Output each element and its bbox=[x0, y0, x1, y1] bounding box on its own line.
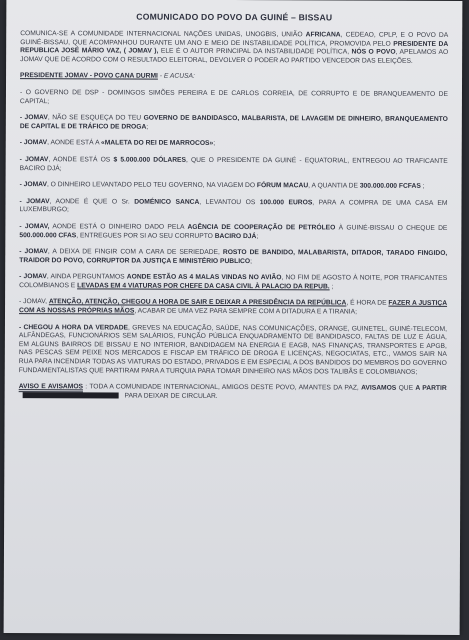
p7-text-3: , ENTREGUES POR SI AO SEU CORRUPTO bbox=[76, 231, 215, 240]
document-body bbox=[19, 11, 449, 410]
p7-bold-2: AGÊNCIA DE COOPERAÇÃO DE PETRÓLEO bbox=[187, 223, 336, 232]
p8-bold-1: - JOMAV bbox=[19, 248, 48, 256]
redaction-bar bbox=[23, 392, 119, 398]
p6-text-2: , LEVANTOU OS bbox=[199, 198, 260, 206]
p6-text-1: , AONDE É QUE O Sr. bbox=[49, 197, 135, 206]
paragraph-6 bbox=[19, 198, 447, 217]
paragraph-2 bbox=[20, 114, 448, 133]
paragraph-5 bbox=[20, 181, 448, 191]
p7-bold-3: 500.000.000 CFAS bbox=[19, 231, 77, 239]
footer-text-2: QUE bbox=[396, 384, 416, 393]
intro-bold-1: AFRICANA bbox=[305, 31, 341, 39]
intro-bold-2: PRESIDENTE DA REPUBLICA JOSÉ MÁRIO VAZ, ( JOMAV ), bbox=[20, 40, 449, 55]
p9-bold-3: LEVADAS EM 4 VIATURAS POR CHEFE DA CASA CIVIL À PALACIO DA REPUB. bbox=[77, 282, 330, 291]
p4-text-2: , QUE O PRESIDENTE DA GUINÉ - EQUATORIAL, ENTREGOU AO TRAFICANTE BACIRO DJÁ; bbox=[19, 156, 448, 172]
p8-text-1: , A DEIXA DE FINGIR COM A CARA DE SERIEDADE, bbox=[47, 248, 223, 257]
p9-text-2: , NO FIM DE AGOSTO À NOITE, POR TRAFICANTES COLOMBIANOS E bbox=[19, 274, 448, 290]
p10-bold-2: FAZER A JUSTIÇA COM AS NOSSAS PRÓPRIAS MÃOS bbox=[19, 300, 448, 315]
p5-bold-2: FÓRUM MACAU bbox=[256, 182, 309, 190]
accusation-heading-text: - E ACUSA: bbox=[157, 73, 195, 81]
paragraph-9 bbox=[19, 273, 447, 292]
paragraph-3 bbox=[20, 139, 448, 149]
p9-bold-2: AONDE ESTÃO AS 4 MALAS VINDAS NO AVIÃO bbox=[126, 273, 282, 282]
footer-warning bbox=[19, 383, 447, 402]
p2-text-2: ; bbox=[146, 123, 149, 131]
p6-bold-3: 100.000 EUROS bbox=[259, 198, 313, 207]
p5-text-2: , A QUANTIA DE bbox=[308, 182, 360, 190]
footer-text-1: : TODA A COMUNIDADE INTERNACIONAL, AMIGOS DESTE POVO, AMANTES DA PAZ, bbox=[82, 383, 362, 392]
footer-text-3: PARA DEIXAR DE CIRCULAR. bbox=[122, 392, 218, 400]
p7-bold-4: BACIRO DJÁ bbox=[214, 232, 257, 240]
p5-text-3: ; bbox=[420, 182, 425, 190]
intro-bold-3: NÓS O POVO bbox=[351, 48, 396, 56]
p4-bold-1: - JOMAV bbox=[19, 156, 49, 164]
p10-text-1: - JOMAV, bbox=[19, 298, 49, 306]
p5-text-1: , O DINHEIRO LEVANTADO PELO TEU GOVERNO, NA VIAGEM DO bbox=[46, 181, 257, 190]
accusation-heading-bold: PRESIDENTE JOMAV - POVO CANA DURMI bbox=[20, 72, 158, 81]
p9-bold-1: - JOMAV bbox=[19, 273, 47, 281]
p9-text-3: ; bbox=[329, 283, 334, 291]
intro-text-3: ELE É O AUTOR PRINCIPAL DA INSTABILIDADE POLÍTICA, bbox=[158, 47, 352, 56]
intro-paragraph bbox=[20, 30, 448, 66]
p10-text-3: , ACABAR DE UMA VEZ PARA SEMPRE COM A DITADURA E A TIRANIA; bbox=[134, 307, 357, 316]
footer-bold-1: AVISO E AVISAMOS bbox=[18, 383, 84, 391]
p8-bold-2: ROSTO DE BANDIDO, MALABARISTA, DITADOR, TARADO FINGIDO, TRAIDOR DO POVO, CORRUPTOR DA JUSTIÇA E MINISTÉRIO PUBLICO bbox=[19, 249, 448, 265]
document-title: COMUNICADO DO POVO DA GUINÉ – BISSAU bbox=[136, 11, 333, 23]
p5-bold-3: 300.000.000 FCFAS bbox=[359, 182, 421, 190]
paragraph-8 bbox=[19, 248, 447, 267]
p6-text-3: , PARA A COMPRA DE UMA CASA EM LUXEMBURGO; bbox=[19, 199, 448, 214]
p10-text-2: , É HORA DE bbox=[346, 299, 389, 308]
p7-bold-1: - JOMAV, bbox=[19, 222, 50, 231]
p3-text-1: , AONDE ESTÁ A bbox=[47, 139, 102, 147]
p2-text-1: , NÃO SE ESQUEÇA DO TEU bbox=[47, 114, 144, 122]
p6-bold-2: DOMÉNICO SANCA bbox=[134, 198, 200, 206]
intro-text-1: COMUNICA-SE A COMUNIDADE INTERNACIONAL NAÇÕES UNIDAS, UNOGBIS, UNIÃO bbox=[20, 30, 306, 39]
paragraph-1: - O GOVERNO DE DSP - DOMINGOS SIMÕES PEREIRA E DE CARLOS CORREIA, DE CORRUPTO E DE BRANQUEAMENTO DE CAPITAL; bbox=[19, 89, 448, 105]
p7-text-1: AONDE ESTÁ O DINHEIRO DADO PELA bbox=[49, 223, 188, 231]
p4-text-1: , AONDE ESTÁ OS bbox=[48, 156, 114, 164]
paragraph-10 bbox=[19, 299, 447, 318]
p11-bold-1: - CHEGOU A HORA DA VERDADE bbox=[18, 323, 129, 332]
p3-bold-2: «MALETA DO REI DE MARROCOS» bbox=[101, 139, 214, 148]
p9-text-1: , AINDA PERGUNTAMOS bbox=[46, 273, 127, 281]
paragraph-7 bbox=[19, 223, 447, 242]
p7-text-2: À GUINÉ-BISSAU O CHEQUE DE bbox=[335, 224, 448, 232]
paragraph-4 bbox=[20, 156, 448, 175]
footer-bold-3: A PARTIR bbox=[415, 385, 447, 393]
p3-text-2: ; bbox=[213, 140, 216, 148]
p3-bold-1: - JOMAV bbox=[19, 139, 48, 147]
p2-bold-2: GOVERNO DE BANDIDASCO, MALBARISTA, DE LAVAGEM DE DINHEIRO, BRANQUEAMENTO DE CAPITAL E DE TRÁFICO DE DROGA bbox=[19, 114, 448, 131]
p8-text-2: ; bbox=[250, 257, 252, 265]
p5-bold-1: - JOMAV bbox=[19, 181, 47, 189]
p6-bold-1: - JOMAV bbox=[19, 197, 50, 205]
paragraph-11 bbox=[19, 324, 447, 377]
accusation-heading bbox=[20, 72, 448, 82]
p7-text-4: ; bbox=[256, 232, 259, 240]
footer-bold-2: AVISAMOS bbox=[361, 384, 397, 392]
document-sheet bbox=[4, 0, 463, 635]
intro-text-2: , CEDEAO, CPLP, E O POVO DA GUINÉ-BISSAU, QUE ACOMPANHOU DURANTE UM ANO E MEIO DE INSTABILIDADE POLÍTICA, PROMOVIDA PELO bbox=[20, 31, 449, 48]
intro-text-4: , APELAMOS AO JOMAV QUE DE ACORDO COM O RESULTADO ELEITORAL, DEVOLVER O PODER AO PARTIDO VENCEDOR DAS ELEIÇÕES. bbox=[20, 48, 449, 65]
p10-bold-1: ATENÇÃO, ATENÇÃO, CHEGOU A HORA DE SAIR E DEIXAR A PRESIDÊNCIA DA REPÚBLICA bbox=[48, 298, 347, 307]
p2-bold-1: - JOMAV bbox=[19, 114, 48, 122]
p4-bold-2: $ 5.000.000 DÓLARES bbox=[113, 156, 186, 164]
p11-text-1: , GREVES NA EDUCAÇÃO, SAÚDE, NAS COMUNICAÇÕES, ORANGE, GUINETEL, GUINÉ-TELECOM, ALFÂNDEGAS, FUNCIONÁRIOS SEM SALÁRIOS, FUNÇÃO PÚBLICA ENQUADRAMENTO DE BANDIDASCO, FALTAS DE LUZ E ÁGUA, EM ALGUNS BAIRROS DE BISSAU E NO INTERIOR, BANDIDAGEM NA ENERGIA E EAGB, NAS FINANÇAS, TRANSPORTES E APGB, NAS PESCAS SEM PEIXE NOS MERCADOS E FISCAP EM TRÁFICO DE DROGA E LICENÇAS, NEGOCIATAS, ETC., VAMOS SAIR NA RUA PARA INCENDIAR TODAS AS VIATURAS DO ESTADO, PRIVADOS E EM ESPECIAL A DOS BANDIDOS DO MEMBROS DO GOVERNO FUNDAMENTALISTAS QUE PARTIRAM PARA A TURQUIA PARA TOMAR DINHEIRO NAS MÃOS DOS TALIBÃS E COLOMBIANOS; bbox=[18, 324, 447, 376]
